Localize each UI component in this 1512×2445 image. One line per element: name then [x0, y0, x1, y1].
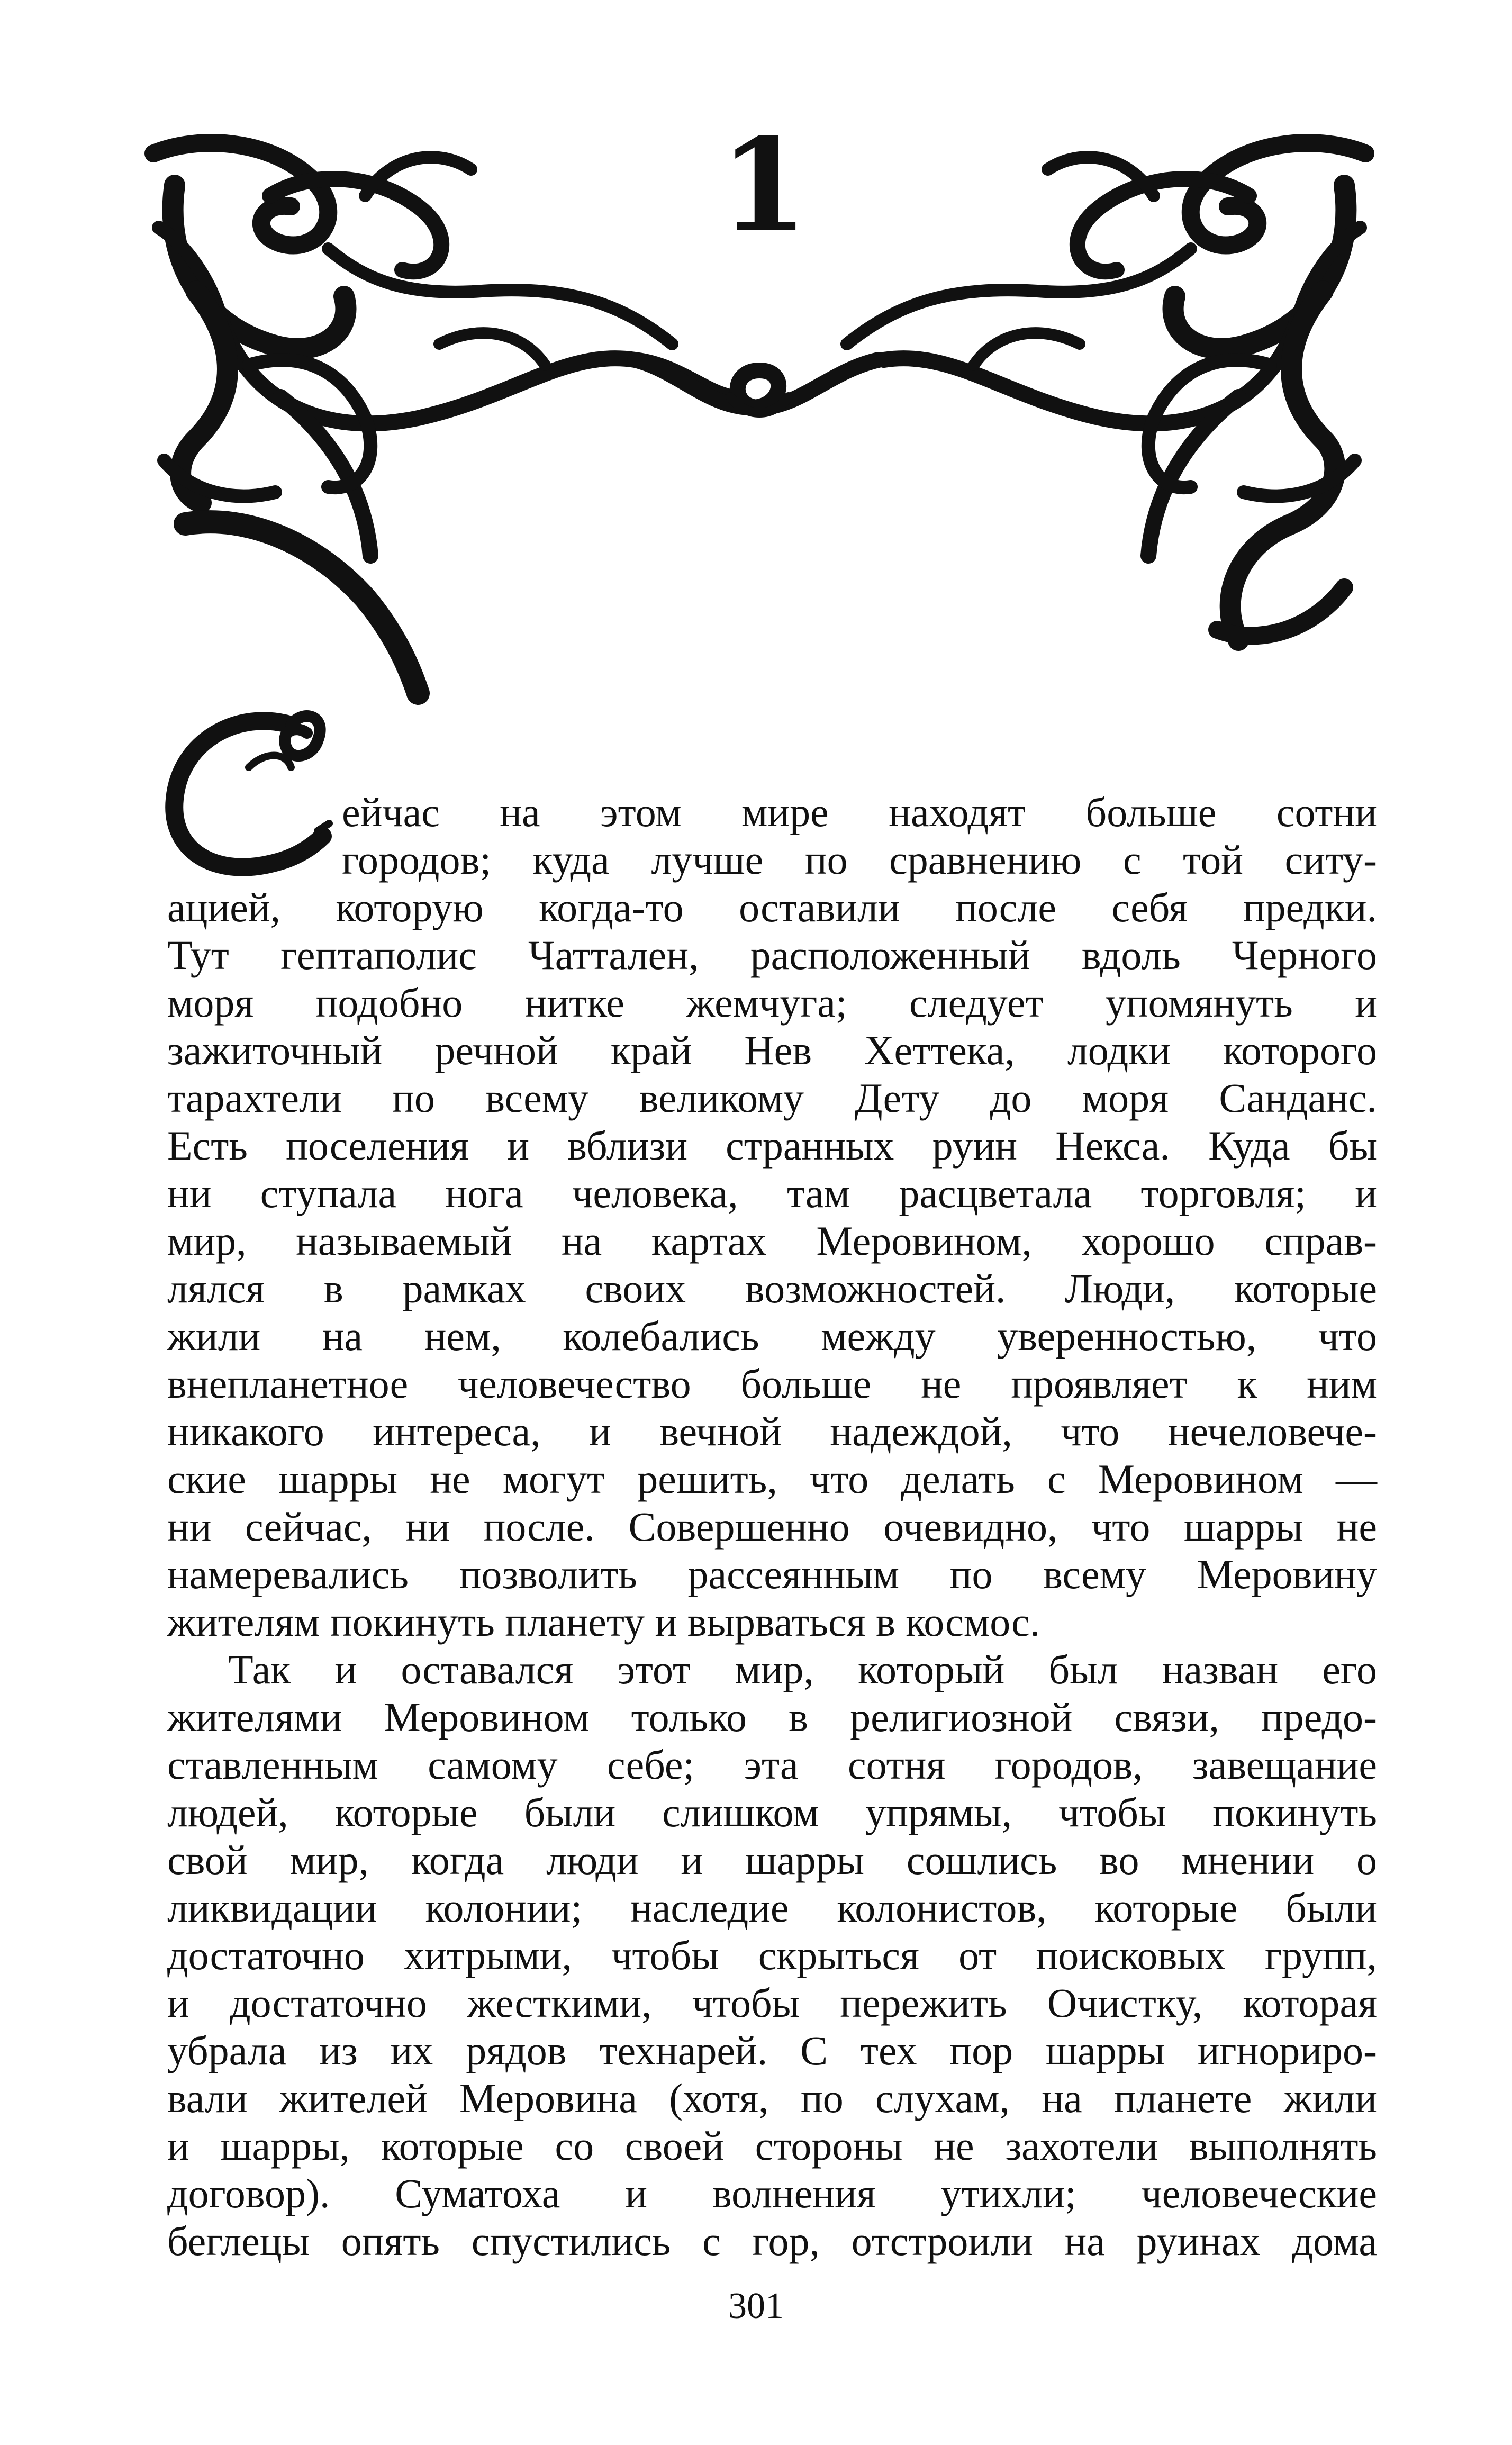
text-line: ацией, которую когда-то оставили после себя предки.	[167, 884, 1377, 930]
chapter-text	[167, 789, 1377, 2265]
text-line: ни сейчас, ни после. Совершенно очевидно, что шарры не	[167, 1504, 1377, 1550]
text-line: мир, называемый на картах Меровином, хорошо справ-	[167, 1218, 1377, 1264]
text-line: намеревались позволить рассеянным по всему Меровину	[167, 1551, 1377, 1597]
chapter-number: 1	[720, 111, 808, 260]
text-line: лялся в рамках своих возможностей. Люди, которые	[167, 1265, 1377, 1311]
center-ornament	[635, 360, 879, 413]
text-line: вали жителей Меровина (хотя, по слухам, на планете жили	[167, 2075, 1377, 2121]
text-line: ейчас на этом мире находят больше сотни	[342, 789, 1377, 835]
text-line: жителями Меровином только в религиозной связи, предо-	[167, 1694, 1377, 1740]
text-line: Тут гептаполис Чатталeн, расположенный вдоль Черного	[167, 932, 1377, 978]
text-line: никакого интереса, и вечной надеждой, что нечеловече-	[167, 1408, 1377, 1454]
right-ornament	[847, 143, 1365, 640]
text-line: беглецы опять спустились с гор, отстроили на руинах дома	[167, 2218, 1377, 2264]
text-line: ставленным самому себе; эта сотня городов, завещание	[167, 1742, 1377, 1788]
text-line: и шарры, которые со своей стороны не захотели выполнять	[167, 2123, 1377, 2169]
text-line: тарахтели по всему великому Дету до моря Санданс.	[167, 1075, 1377, 1121]
page-number: 301	[728, 2286, 784, 2326]
text-line: ские шарры не могут решить, что делать с Меровином —	[167, 1456, 1377, 1502]
text-line: зажиточный речной край Нев Хеттека, лодки которого	[167, 1027, 1377, 1073]
text-line: свой мир, когда люди и шарры сошлись во мнении о	[167, 1837, 1377, 1883]
text-line: моря подобно нитке жемчуга; следует упомянуть и	[167, 980, 1377, 1026]
text-line: убрала из их рядов технарей. С тех пор шарры игнориро-	[167, 2027, 1377, 2073]
text-line: Так и оставался этот мир, который был назван его	[228, 1646, 1377, 1692]
text-line: договор). Суматоха и волнения утихли; человеческие	[167, 2170, 1377, 2216]
text-line: жителям покинуть планету и вырваться в космос.	[167, 1599, 1040, 1645]
text-line: внепланетное человечество больше не проявляет к ним	[167, 1361, 1377, 1407]
text-line: ни ступала нога человека, там расцветала торговля; и	[167, 1170, 1377, 1216]
text-line: людей, которые были слишком упрямы, чтобы покинуть	[167, 1789, 1377, 1835]
text-line: и достаточно жесткими, чтобы пережить Очистку, которая	[167, 1980, 1377, 2026]
text-line: достаточно хитрыми, чтобы скрыться от поисковых групп,	[167, 1932, 1377, 1978]
text-line: Есть поселения и вблизи странных руин Некса. Куда бы	[167, 1122, 1377, 1169]
left-ornament	[153, 143, 730, 693]
text-line: городов; куда лучше по сравнению с той ситу-	[342, 837, 1377, 883]
text-line: жили на нем, колебались между уверенностью, что	[167, 1313, 1377, 1359]
text-line: ликвидации колонии; наследие колонистов, которые были	[167, 1885, 1377, 1931]
